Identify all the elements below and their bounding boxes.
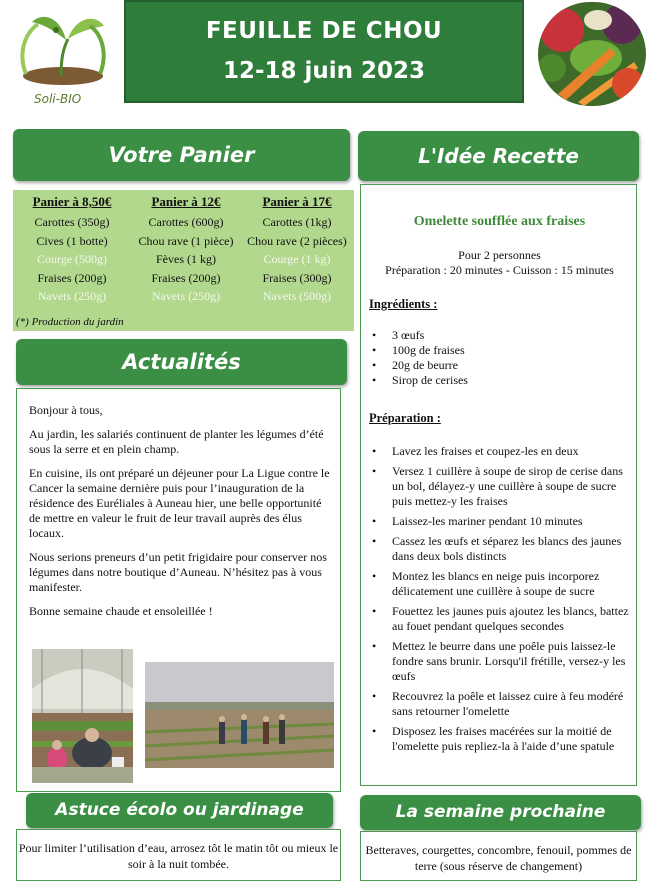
newsletter-header (124, 0, 524, 103)
panier-item: Cives (1 botte) (36, 233, 108, 248)
astuce-banner (26, 793, 333, 828)
preparation-step: • Recouvrez la poêle et laissez cuire à feu modéré sans retourner l'omelette (369, 689, 631, 719)
preparation-heading: Préparation : (369, 411, 441, 425)
panier-item-garden: Courge (1 kg) (263, 252, 331, 266)
actualites-paragraph: En cuisine, ils ont préparé un déjeuner pour La Ligue contre le Cancer la semaine dernière puis pour l’inauguration de la résidence des Euréliales à Auneau hier, une belle opportunité de mettre en valeur le fruit de leur travail auprès des élus locaux. (29, 466, 330, 540)
recipe-title: Omelette soufflée aux fraises (413, 214, 586, 229)
astuce-box (16, 829, 341, 881)
panier-item: Chou rave (2 pièces) (247, 233, 347, 248)
preparation-step: • Montez les blancs en neige puis incorporez délicatement une cuillère à soupe de sucre (369, 569, 631, 599)
panier-item: Carottes (350g) (34, 215, 110, 229)
prochaine-box (360, 831, 637, 881)
panier-item-garden: Navets (500g) (262, 289, 332, 303)
recette-banner (358, 131, 639, 181)
astuce-text: Pour limiter l’utilisation d’eau, arrosez tôt le matin tôt ou mieux le soir à la nuit tombée. (18, 841, 339, 871)
panier-item-garden: Navets (250g) (37, 289, 107, 303)
panier-column-title: Panier à 17€ (262, 194, 332, 209)
sprout-logo-icon (8, 4, 118, 94)
actualites-paragraph: Nous serions preneurs d’un petit frigidaire pour conserver nos légumes dans notre boutique d’Auneau. N’hésitez pas à vous manifester. (29, 550, 327, 594)
logo-text: Soli-BIO (34, 92, 82, 106)
preparation-step: • Versez 1 cuillère à soupe de sirop de cerise dans un bol, délayez-y une cuillère à soupe de sucre puis mettez-y les fraises (369, 464, 631, 509)
recipe-timing: Préparation : 20 minutes - Cuisson : 15 minutes (385, 263, 614, 277)
prochaine-banner (360, 795, 641, 830)
newsletter-dates: 12-18 juin 2023 (222, 58, 426, 84)
panier-item-garden: Courge (500g) (36, 252, 108, 266)
preparation-step: • Cassez les œufs et séparez les blancs des jaunes dans deux bols distincts (369, 534, 631, 564)
actualites-banner-label: Actualités (122, 350, 241, 374)
actualites-paragraph: Au jardin, les salariés continuent de planter les légumes d’été sous la serre et en plein champ. (29, 427, 324, 456)
panier-banner-label: Votre Panier (108, 143, 255, 167)
vegetables-photo (538, 2, 646, 106)
preparation-step: • Laissez-les mariner pendant 10 minutes (369, 514, 631, 529)
panier-column (241, 194, 353, 306)
actualites-paragraph: Bonne semaine chaude et ensoleillée ! (29, 604, 213, 618)
recette-banner-label: L'Idée Recette (418, 144, 579, 168)
actualites-banner (16, 339, 347, 385)
panier-column (129, 194, 243, 306)
panier-item: Carottes (1kg) (262, 215, 332, 229)
recipe-info (361, 248, 638, 278)
recette-box (360, 184, 637, 786)
panier-note: (*) Production du jardin (16, 316, 124, 328)
panier-column-title: Panier à 8,50€ (32, 194, 112, 209)
panier-banner (13, 129, 350, 181)
panier-item: Chou rave (1 pièce) (138, 233, 234, 248)
panier-item: Fraises (200g) (151, 270, 221, 285)
preparation-list (369, 444, 631, 754)
preparation-step: • Disposez les fraises macérées sur la moitié de l'omelette puis repliez-la à l'aide d’une spatule (369, 724, 631, 754)
actualites-paragraph: Bonjour à tous, (29, 403, 103, 417)
panier-item: Carottes (600g) (148, 215, 224, 229)
prochaine-banner-label: La semaine prochaine (395, 802, 606, 822)
panier-item: Fraises (200g) (37, 270, 107, 285)
astuce-banner-label: Astuce écolo ou jardinage (55, 800, 304, 820)
ingredients-list (369, 328, 631, 388)
panier-table (13, 190, 354, 331)
panier-item: Fèves (1 kg) (156, 252, 216, 266)
recipe-servings: Pour 2 personnes (458, 248, 541, 262)
panier-item-garden: Navets (250g) (151, 289, 221, 303)
panier-item: Fraises (300g) (262, 270, 332, 285)
ingredient-item: • 20g de beurre (369, 358, 631, 373)
newsletter-title: FEUILLE DE CHOU (205, 18, 443, 44)
greenhouse-photo (32, 649, 133, 783)
preparation-step: • Lavez les fraises et coupez-les en deux (369, 444, 631, 459)
ingredient-item: • 100g de fraises (369, 343, 631, 358)
preparation-step: • Mettez le beurre dans une poêle puis laissez-le fondre sans brunir. Lorsqu'il frétille, versez-y les œufs (369, 639, 631, 684)
ingredient-item: • 3 œufs (369, 328, 631, 343)
ingredient-item: • Sirop de cerises (369, 373, 631, 388)
actualites-text (29, 403, 334, 628)
field-photo (145, 662, 334, 768)
prochaine-text: Betteraves, courgettes, concombre, fenouil, pommes de terre (sous réserve de changement) (365, 843, 632, 873)
panier-column-title: Panier à 12€ (151, 194, 221, 209)
ingredients-heading: Ingrédients : (369, 297, 438, 311)
solibio-logo (8, 4, 118, 114)
preparation-step: • Fouettez les jaunes puis ajoutez les blancs, battez au fouet pendant quelques secondes (369, 604, 631, 634)
panier-column (15, 194, 129, 306)
